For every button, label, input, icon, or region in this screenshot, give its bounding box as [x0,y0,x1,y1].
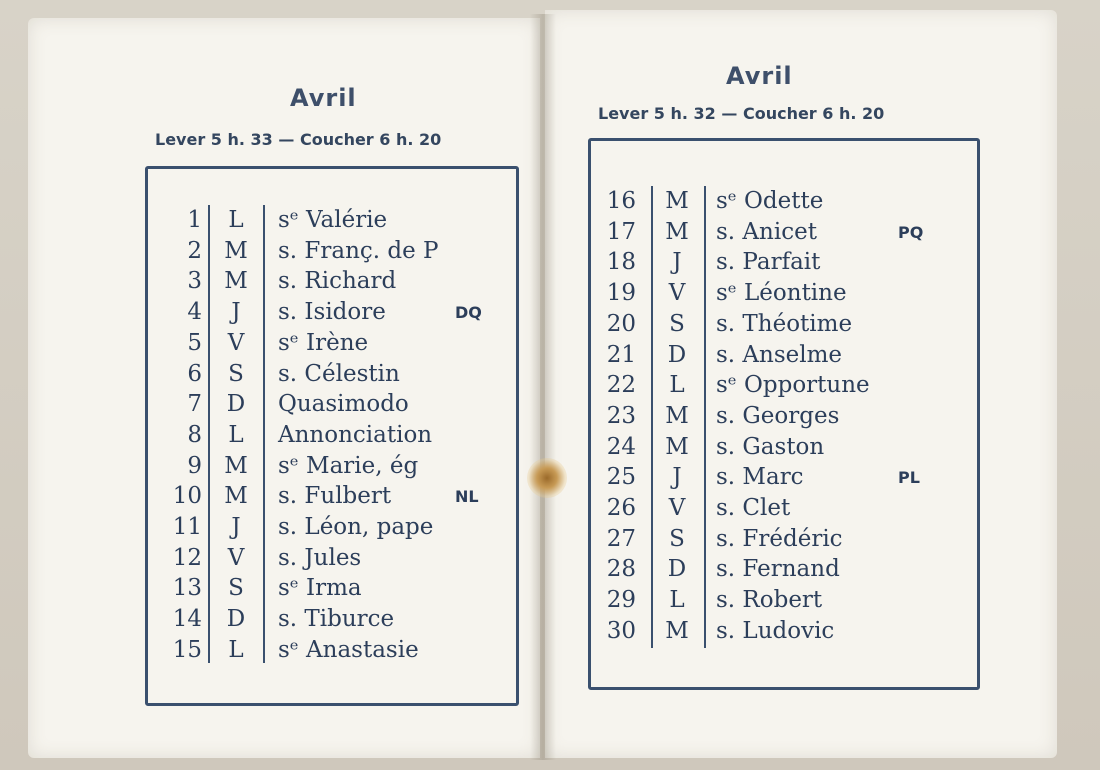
day-number: 29 [606,587,636,614]
day-number: 1 [187,207,202,233]
day-number: 27 [606,525,636,552]
day-of-week: V [668,280,686,307]
saint-name: sᵉ Irène [278,329,369,356]
day-number: 30 [606,617,636,644]
moon-phase: PL [898,468,920,488]
day-of-week: D [226,391,246,418]
left-month-title: Avril [290,84,357,112]
saint-name: s. Célestin [278,360,400,387]
day-of-week: M [224,237,248,264]
day-row [0,524,1100,555]
day-row [0,401,1100,432]
day-number: 3 [187,268,202,295]
day-number: 18 [606,249,636,276]
day-number: 7 [187,391,202,418]
saint-name: s. Richard [278,268,397,295]
day-number: 28 [606,556,636,583]
left-sunrise: Lever 5 h. 33 [155,130,273,149]
day-of-week: J [231,514,241,540]
saint-name: sᵉ Odette [716,188,824,214]
right-sunrise: Lever 5 h. 32 [598,104,716,123]
saint-name: s. Fulbert [278,483,392,510]
day-of-week: M [665,188,689,214]
day-of-week: S [669,525,685,552]
saint-name: sᵉ Marie, ég [278,452,419,479]
saint-name: s. Isidore [278,299,386,326]
saint-name: s. Robert [716,587,823,614]
right-month-title: Avril [726,62,793,90]
day-row [0,247,1100,278]
saint-name: s. Jules [278,544,362,571]
saint-name: s. Ludovic [716,617,835,644]
left-sunset: Coucher 6 h. 20 [299,130,442,149]
right-sunset: Coucher 6 h. 20 [742,104,885,123]
day-of-week: J [672,249,682,276]
day-row [0,493,1100,524]
right-sun-dash: — [721,104,738,123]
moon-phase: DQ [455,303,482,323]
day-number: 13 [172,575,202,602]
moon-phase: NL [455,487,479,507]
left-sun-dash: — [278,130,295,149]
day-number: 15 [172,636,202,663]
day-number: 26 [606,495,636,521]
day-number: 16 [606,188,636,214]
day-number: 6 [187,360,202,387]
day-of-week: J [672,464,682,491]
day-number: 20 [606,310,636,337]
day-number: 23 [606,402,636,429]
day-number: 17 [606,218,636,245]
day-number: 19 [606,280,636,307]
saint-name: sᵉ Valérie [278,207,388,233]
day-number: 24 [606,433,636,460]
saint-name: s. Tiburce [278,606,395,633]
day-row [0,462,1100,493]
saint-name: sᵉ Opportune [716,372,870,399]
day-of-week: L [228,421,244,448]
day-number: 11 [172,514,202,540]
day-row [0,370,1100,401]
day-number: 22 [606,372,636,399]
saint-name: s. Anicet [716,218,817,245]
day-number: 5 [187,329,202,356]
day-row [0,217,1100,248]
day-of-week: L [669,372,685,399]
day-of-week: D [667,556,687,583]
day-of-week: M [665,402,689,429]
day-of-week: M [665,218,689,245]
saint-name: sᵉ Léontine [716,280,847,307]
day-of-week: L [228,636,244,663]
day-of-week: V [227,544,245,571]
saint-name: s. Fernand [716,556,840,583]
saint-name: sᵉ Irma [278,575,362,602]
left-sun-times [155,130,441,149]
saint-name: s. Marc [716,464,804,491]
day-row [0,616,1100,647]
day-number: 8 [187,421,202,448]
saint-name: s. Clet [716,495,791,521]
day-of-week: L [228,207,244,233]
saint-name: sᵉ Anastasie [278,636,419,663]
day-of-week: M [224,483,248,510]
day-of-week: M [224,268,248,295]
day-of-week: V [668,495,686,521]
day-number: 12 [172,544,202,571]
day-of-week: M [665,617,689,644]
day-of-week: D [226,606,246,633]
day-number: 21 [606,341,636,368]
day-number: 2 [187,237,202,264]
day-row [0,278,1100,309]
right-sun-times [598,104,884,123]
day-row [0,186,1100,217]
saint-name: Annonciation [278,421,433,448]
saint-name: s. Anselme [716,341,843,368]
day-number: 14 [172,606,202,633]
day-of-week: S [669,310,685,337]
day-number: 9 [187,452,202,479]
day-of-week: D [667,341,687,368]
day-of-week: M [224,452,248,479]
saint-name: Quasimodo [278,391,409,418]
day-of-week: V [227,329,245,356]
day-row [0,432,1100,463]
day-of-week: S [228,360,244,387]
day-row [0,585,1100,616]
day-row [0,340,1100,371]
day-number: 4 [187,299,202,326]
day-of-week: S [228,575,244,602]
saint-name: s. Parfait [716,249,821,276]
day-of-week: M [665,433,689,460]
day-row [0,309,1100,340]
saint-name: s. Léon, pape [278,514,434,540]
saint-name: s. Gaston [716,433,825,460]
saint-name: s. Frédéric [716,525,843,552]
saint-name: s. Théotime [716,310,853,337]
day-number: 25 [606,464,636,491]
day-of-week: L [669,587,685,614]
day-of-week: J [231,299,241,326]
day-row [0,554,1100,585]
saint-name: s. Georges [716,402,840,429]
day-number: 10 [172,483,202,510]
saint-name: s. Franç. de P [278,237,439,264]
moon-phase: PQ [898,222,924,242]
